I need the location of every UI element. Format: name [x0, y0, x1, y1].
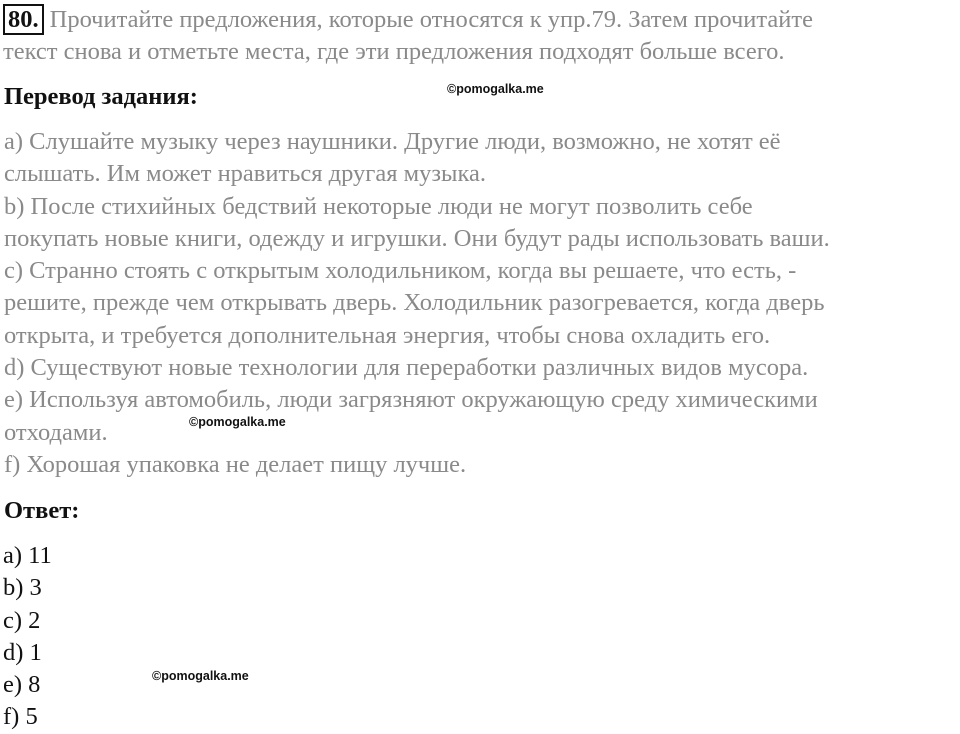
answer-title: Ответ: [4, 497, 80, 524]
task-statement [3, 4, 953, 68]
translation-line: отходами. [4, 418, 108, 446]
answer-item: f) 5 [3, 703, 38, 731]
answer-item: d) 1 [3, 638, 42, 666]
translation-line: f) Хорошая упаковка не делает пищу лучше. [4, 450, 467, 478]
translation-line: b) После стихийных бедствий некоторые люди не могут позволить себе [4, 192, 753, 220]
translation-line: c) Странно стоять с открытым холодильником, когда вы решаете, что есть, - [4, 257, 797, 285]
answer-item: e) 8 [3, 671, 41, 699]
task-text-1: Прочитайте предложения, которые относятся к упр.79. Затем прочитайте [49, 6, 813, 33]
watermark: ©pomogalka.me [189, 415, 286, 429]
translation-line: покупать новые книги, одежду и игрушки. Они будут рады использовать ваши. [4, 224, 830, 252]
translation-line: открыта, и требуется дополнительная энергия, чтобы снова охладить его. [4, 321, 771, 349]
answer-item: b) 3 [3, 574, 42, 602]
task-number: 80. [3, 4, 44, 35]
translation-text [4, 126, 959, 481]
task-text-2: текст снова и отметьте места, где эти предложения подходят больше всего. [3, 38, 785, 65]
watermark: ©pomogalka.me [447, 82, 544, 96]
answer-item: c) 2 [3, 606, 41, 634]
watermark: ©pomogalka.me [152, 669, 249, 683]
answer-item: a) 11 [3, 542, 52, 569]
translation-line: d) Существуют новые технологии для переработки различных видов мусора. [4, 354, 809, 382]
translation-line: слышать. Им может нравиться другая музыка. [4, 160, 487, 188]
translation-title: Перевод задания: [4, 83, 198, 110]
answer-list [3, 540, 52, 734]
translation-line: решите, прежде чем открывать дверь. Холодильник разогревается, когда дверь [4, 289, 825, 317]
task-line-1 [3, 4, 953, 36]
translation-line: e) Используя автомобиль, люди загрязняют окружающую среду химическими [4, 386, 818, 414]
translation-line: a) Слушайте музыку через наушники. Другие люди, возможно, не хотят её [4, 128, 781, 155]
